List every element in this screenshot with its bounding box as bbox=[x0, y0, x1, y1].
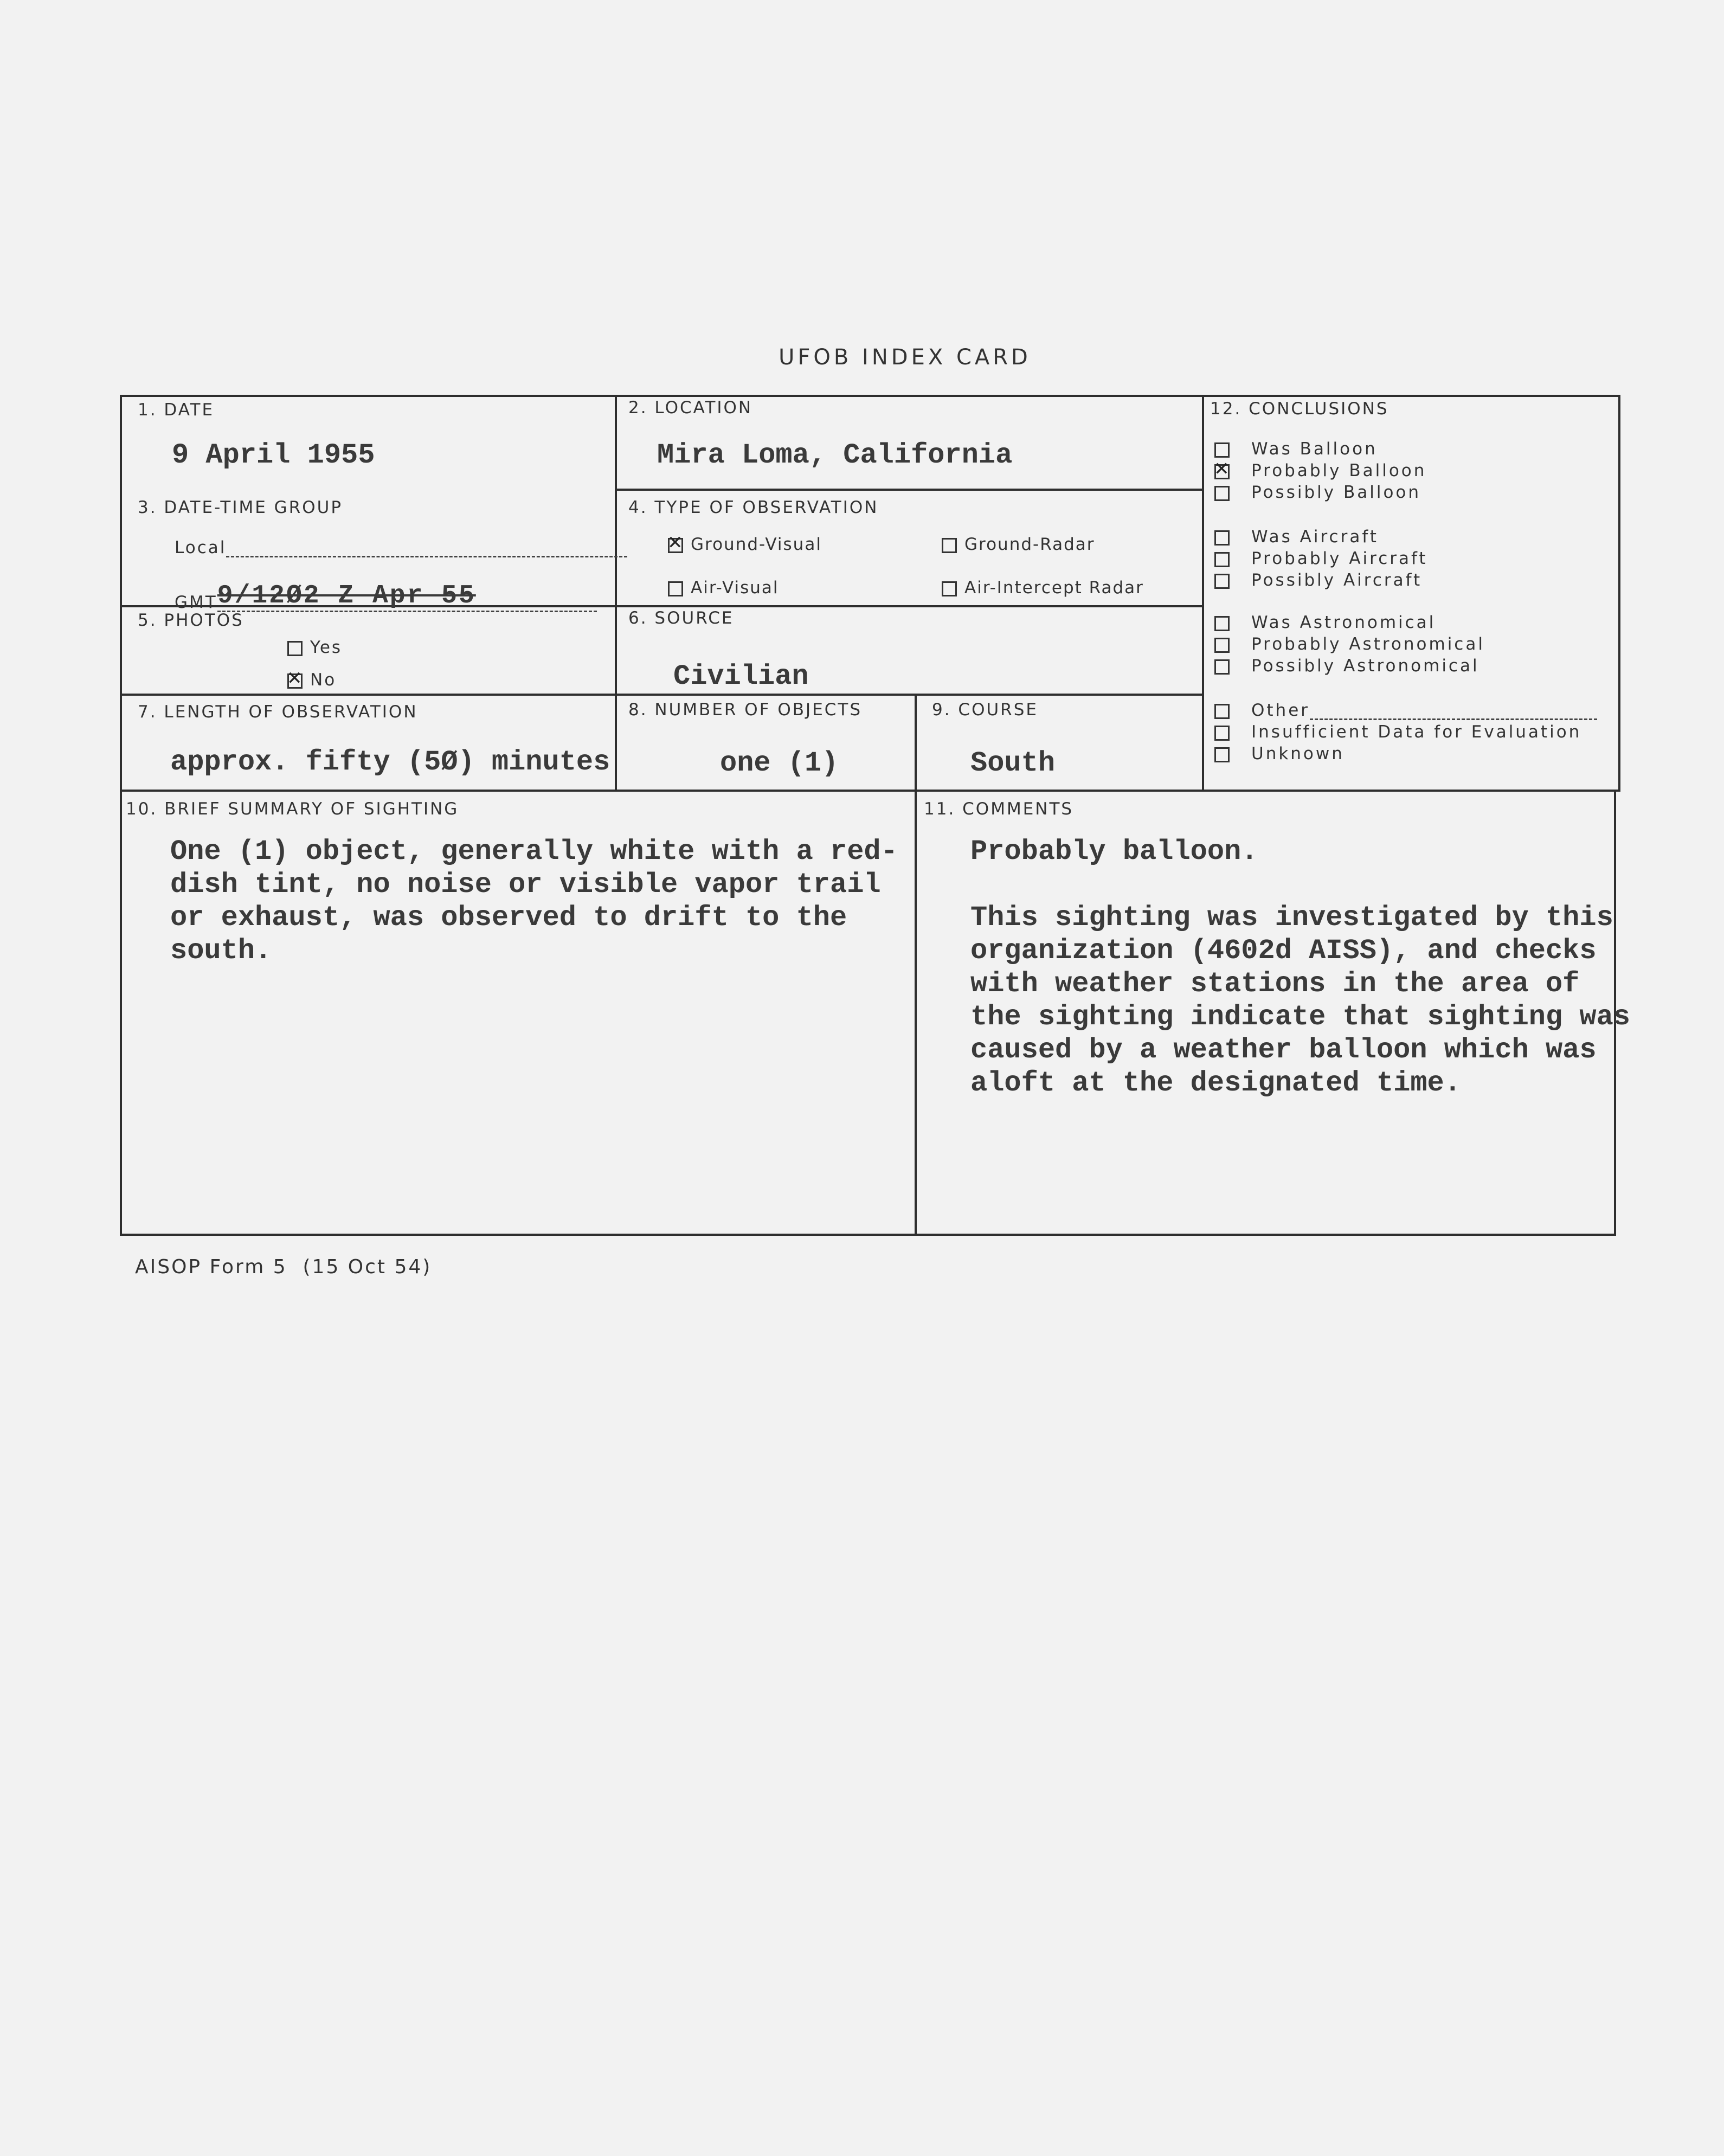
conclusion-probably-balloon: ✕Probably Balloon bbox=[1214, 461, 1426, 480]
checkbox-icon bbox=[942, 581, 957, 596]
conclusion-was-aircraft: Was Aircraft bbox=[1214, 527, 1379, 547]
comments-first-line: Probably balloon. bbox=[970, 836, 1258, 868]
comments-text: This sighting was investigated by this organization (4602d AISS), and checks with weather stations in the area of the sighting indicate that sighting was caused by a weather balloon which was aloft at the designated time. bbox=[970, 902, 1630, 1099]
objects-label: 8. NUMBER OF OBJECTS bbox=[628, 700, 863, 720]
summary-label: 10. BRIEF SUMMARY OF SIGHTING bbox=[126, 799, 459, 819]
checkbox-checked-icon bbox=[1214, 464, 1230, 479]
course-value: South bbox=[970, 747, 1056, 779]
conclusion-probably-astronomical: Probably Astronomical bbox=[1214, 634, 1485, 654]
local-time-field: Local bbox=[175, 538, 627, 557]
checkbox-icon bbox=[287, 641, 303, 656]
checkbox-icon bbox=[1214, 747, 1230, 762]
option-ground-radar: Ground-Radar bbox=[942, 535, 1095, 554]
form-number: AISOP Form 5 (15 Oct 54) bbox=[135, 1256, 432, 1278]
conclusion-possibly-aircraft: Possibly Aircraft bbox=[1214, 570, 1422, 590]
checkbox-icon bbox=[1214, 638, 1230, 653]
source-value: Civilian bbox=[673, 660, 809, 692]
option-air-visual: Air-Visual bbox=[668, 578, 779, 598]
date-time-group-label: 3. DATE-TIME GROUP bbox=[138, 498, 343, 517]
checkbox-icon bbox=[1214, 574, 1230, 589]
date-value: 9 April 1955 bbox=[172, 439, 375, 471]
conclusion-possibly-astronomical: Possibly Astronomical bbox=[1214, 656, 1479, 676]
checkbox-icon bbox=[1214, 442, 1230, 458]
option-air-intercept-radar: Air-Intercept Radar bbox=[942, 578, 1144, 598]
checkbox-icon bbox=[942, 538, 957, 553]
conclusion-was-astronomical: Was Astronomical bbox=[1214, 613, 1436, 632]
checkbox-icon bbox=[668, 581, 683, 596]
photos-yes: Yes bbox=[287, 638, 342, 657]
checkbox-icon bbox=[1214, 486, 1230, 501]
conclusion-probably-aircraft: Probably Aircraft bbox=[1214, 549, 1428, 568]
option-ground-visual: ✕Ground-Visual bbox=[668, 535, 822, 554]
comments-label: 11. COMMENTS bbox=[924, 799, 1074, 819]
conclusion-insufficient-data: Insufficient Data for Evaluation bbox=[1214, 722, 1581, 742]
card-title: UFOB INDEX CARD bbox=[779, 345, 1031, 370]
length-value: approx. fifty (5Ø) minutes bbox=[170, 746, 610, 778]
location-value: Mira Loma, California bbox=[657, 439, 1013, 471]
conclusions-label: 12. CONCLUSIONS bbox=[1210, 399, 1389, 419]
date-label: 1. DATE bbox=[138, 400, 215, 420]
gmt-time-field: GMT9/12Ø2 Z Apr 55 bbox=[175, 581, 597, 612]
source-label: 6. SOURCE bbox=[628, 608, 734, 628]
conclusion-other: Other bbox=[1214, 701, 1597, 720]
checkbox-icon bbox=[1214, 704, 1230, 719]
location-label: 2. LOCATION bbox=[628, 398, 753, 418]
conclusion-unknown: Unknown bbox=[1214, 744, 1345, 763]
conclusion-was-balloon: Was Balloon bbox=[1214, 439, 1378, 459]
checkbox-checked-icon bbox=[287, 673, 303, 689]
conclusion-possibly-balloon: Possibly Balloon bbox=[1214, 483, 1421, 502]
checkbox-icon bbox=[1214, 530, 1230, 546]
photos-no: ✕No bbox=[287, 670, 336, 690]
checkbox-icon bbox=[1214, 659, 1230, 675]
checkbox-icon bbox=[1214, 726, 1230, 741]
course-label: 9. COURSE bbox=[932, 700, 1038, 720]
gmt-time-value: 9/12Ø2 Z Apr 55 bbox=[217, 581, 597, 612]
local-time-value bbox=[226, 556, 627, 557]
objects-value: one (1) bbox=[720, 747, 839, 779]
checkbox-icon bbox=[1214, 552, 1230, 567]
checkbox-icon bbox=[1214, 616, 1230, 631]
summary-text: One (1) object, generally white with a red- dish tint, no noise or visible vapor trail or exhaust, was observed to drift to the south. bbox=[170, 836, 898, 967]
type-of-observation-label: 4. TYPE OF OBSERVATION bbox=[628, 498, 879, 517]
photos-label: 5. PHOTOS bbox=[138, 611, 244, 630]
checkbox-checked-icon bbox=[668, 538, 683, 553]
length-label: 7. LENGTH OF OBSERVATION bbox=[138, 702, 418, 722]
